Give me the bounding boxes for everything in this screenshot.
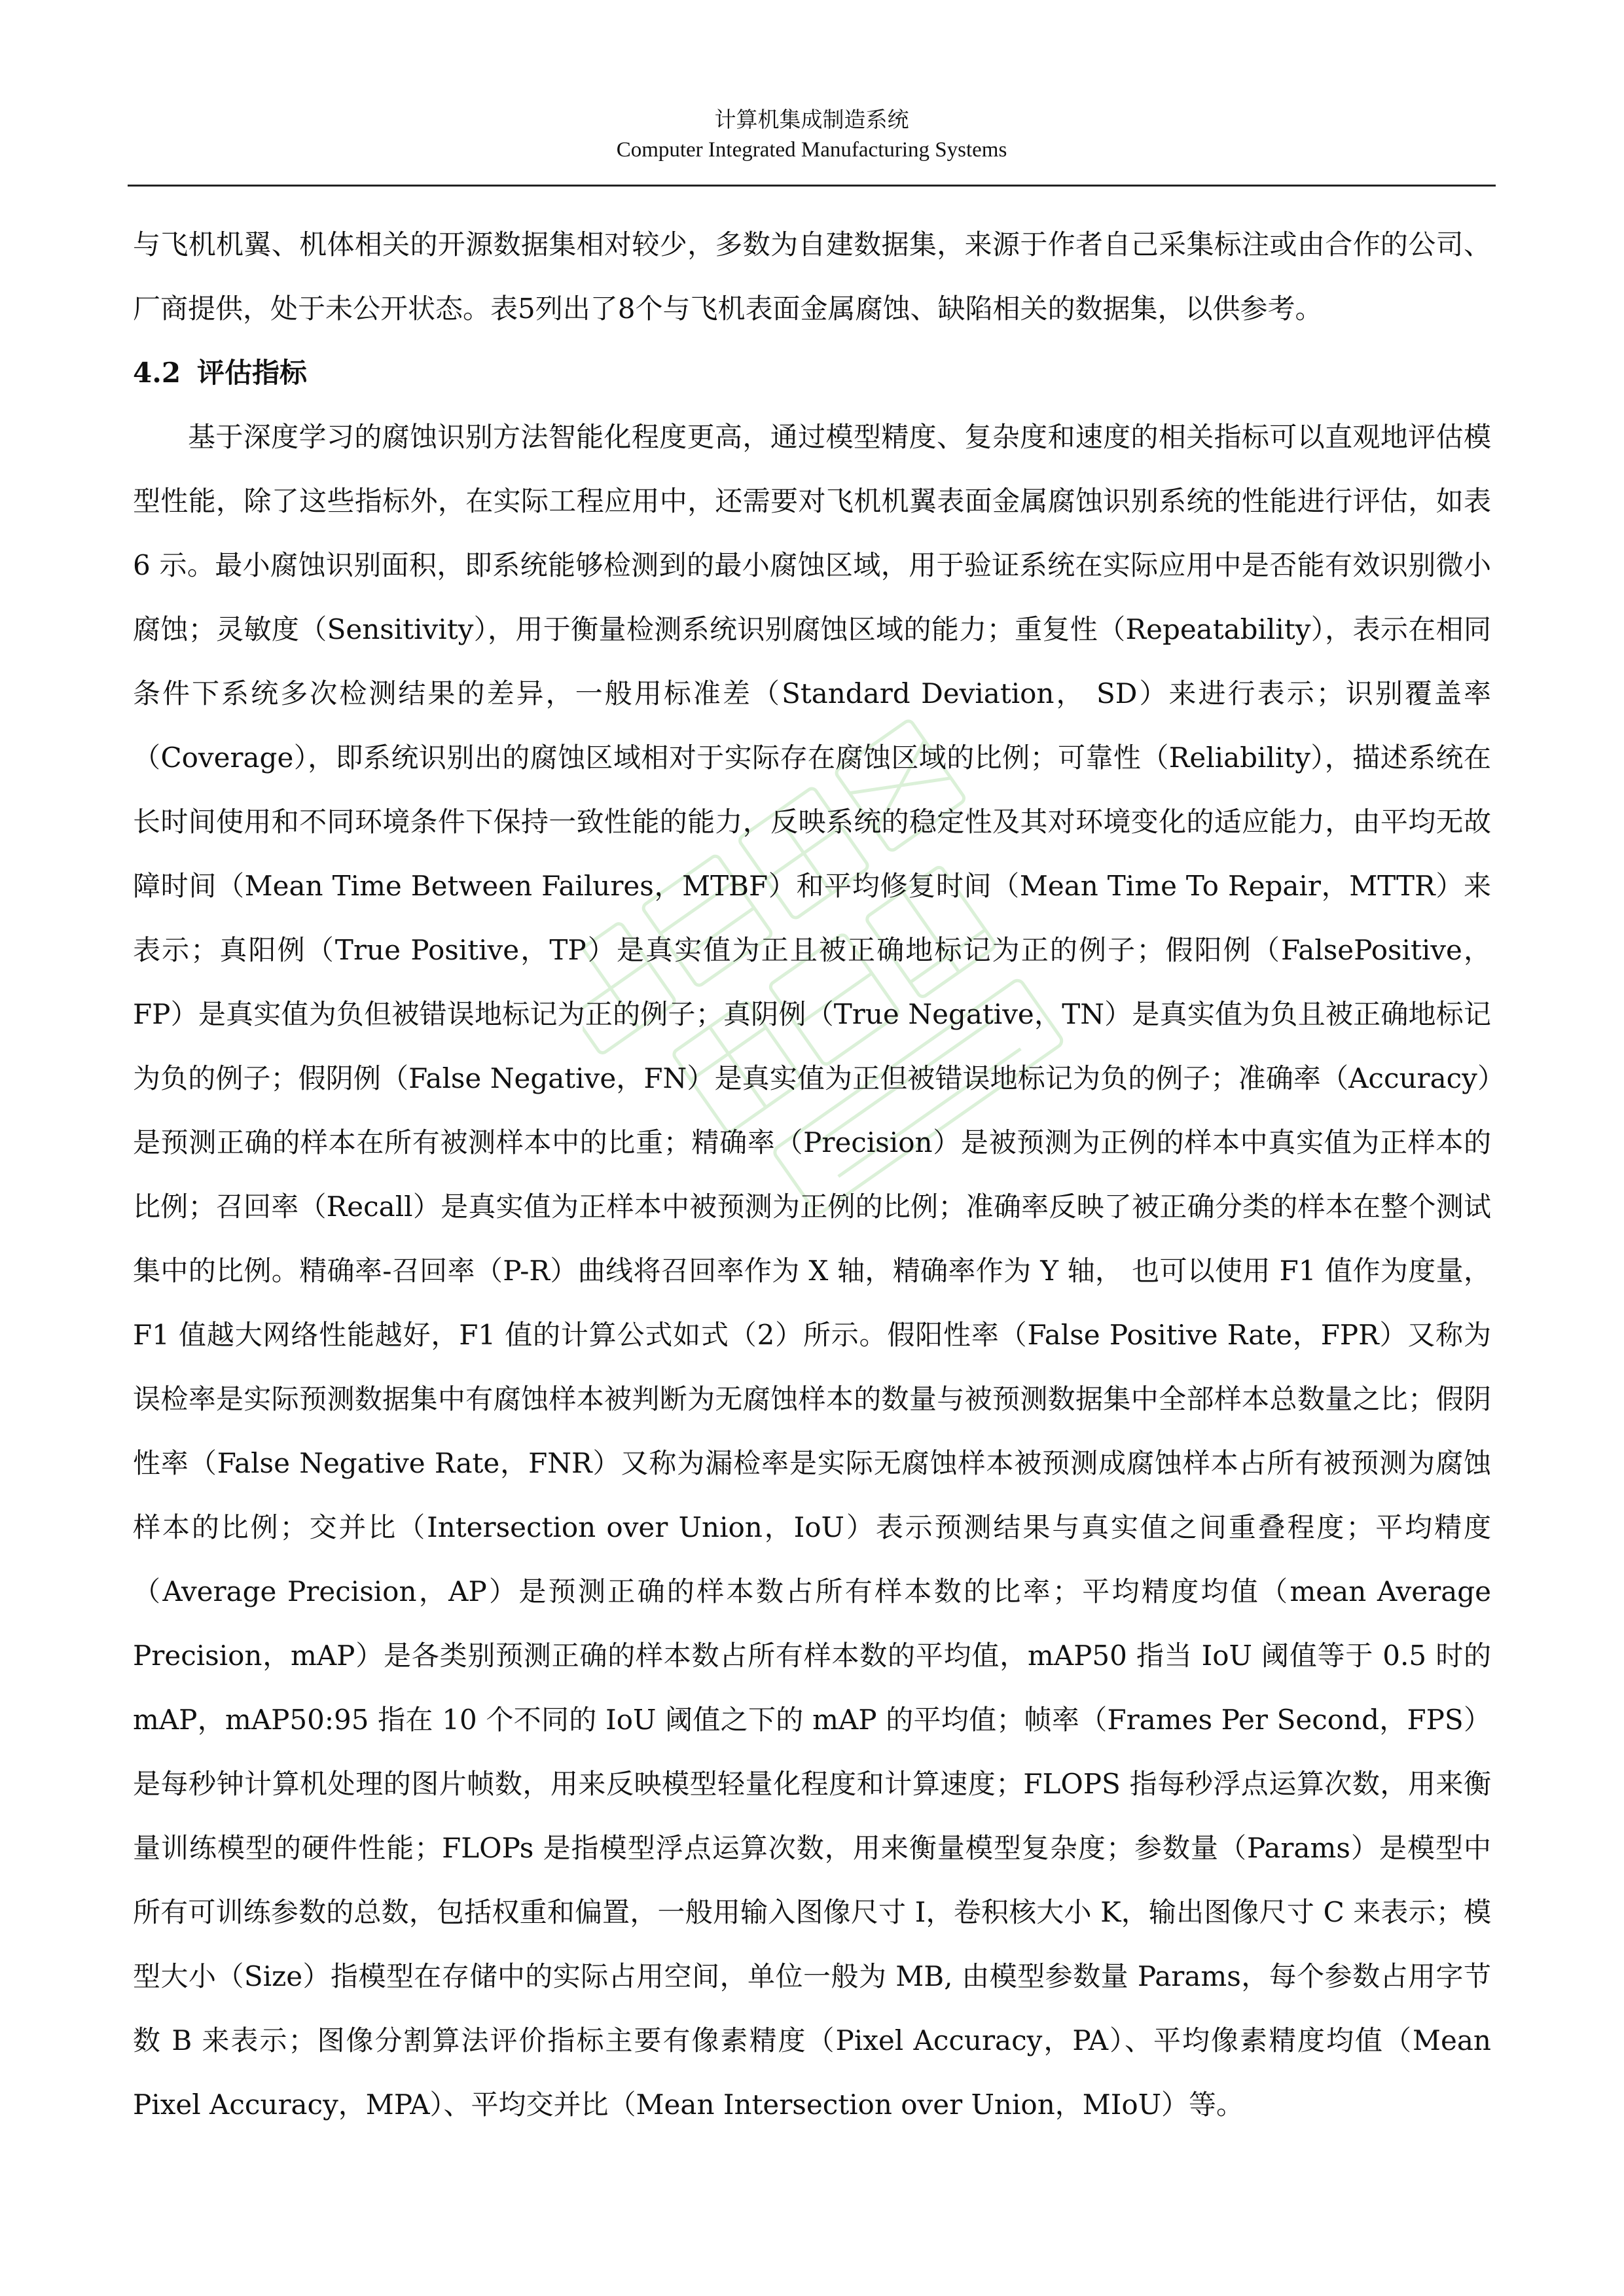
section-heading bbox=[133, 341, 1491, 405]
intro-paragraph: 与飞机机翼、机体相关的开源数据集相对较少，多数为自建数据集，来源于作者自己采集标注或由合作的公司、厂商提供，处于未公开状态。表5列出了8个与飞机表面金属腐蚀、缺陷相关的数据集，以供参考。 bbox=[133, 228, 1491, 325]
header-divider bbox=[128, 185, 1496, 187]
journal-header bbox=[128, 105, 1496, 165]
section-number: 4.2 bbox=[133, 357, 181, 389]
journal-title-en: Computer Integrated Manufacturing Systems bbox=[616, 138, 1007, 162]
section-title: 评估指标 bbox=[197, 357, 308, 389]
article-body bbox=[133, 213, 1491, 2137]
evaluation-metrics-paragraph: 基于深度学习的腐蚀识别方法智能化程度更高，通过模型精度、复杂度和速度的相关指标可以直观地评估模型性能，除了这些指标外，在实际工程应用中，还需要对飞机机翼表面金属腐蚀识别系统的性能进行评估，如表 6 示。最小腐蚀识别面积，即系统能够检测到的最小腐蚀区域，用于验证系统在实际应用中是否能有效识别微小腐蚀；灵敏度（Sensitivity），用于衡量检测系统识别腐蚀区域的能力；重复性（Repeatability），表示在相同条件下系统多次检测结果的差异，一般用标准差（Standard Deviation， SD）来进行表示；识别覆盖率（Coverage），即系统识别出的腐蚀区域相对于实际存在腐蚀区域的比例；可靠性（Reliability），描述系统在长时间使用和不同环境条件下保持一致性能的能力，反映系统的稳定性及其对环境变化的适应能力，由平均无故障时间（Mean Time Between Failures，MTBF）和平均修复时间（Mean Time To Repair，MTTR）来表示；真阳例（True Positive，TP）是真实值为正且被正确地标记为正的例子；假阳例（FalsePositive，FP）是真实值为负但被错误地标记为正的例子；真阴例（True Negative，TN）是真实值为负且被正确地标记为负的例子；假阴例（False Negative，FN）是真实值为正但被错误地标记为负的例子；准确率（Accuracy）是预测正确的样本在所有被测样本中的比重；精确率（Precision）是被预测为正例的样本中真实值为正样本的比例；召回率（Recall）是真实值为正样本中被预测为正例的比例；准确率反映了被正确分类的样本在整个测试集中的比例。精确率-召回率（P-R）曲线将召回率作为 X 轴，精确率作为 Y 轴， 也可以使用 F1 值作为度量，F1 值越大网络性能越好，F1 值的计算公式如式（2）所示。假阳性率（False Positive Rate，FPR）又称为误检率是实际预测数据集中有腐蚀样本被判断为无腐蚀样本的数量与被预测数据集中全部样本总数量之比；假阴性率（False Negative Rate，FNR）又称为漏检率是实际无腐蚀样本被预测成腐蚀样本占所有被预测为腐蚀样本的比例；交并比（Intersection over Union，IoU）表示预测结果与真实值之间重叠程度；平均精度（Average Precision，AP）是预测正确的样本数占所有样本数的比率；平均精度均值（mean Average Precision，mAP）是各类别预测正确的样本数占所有样本数的平均值，mAP50 指当 IoU 阈值等于 0.5 时的 mAP，mAP50:95 指在 10 个不同的 IoU 阈值之下的 mAP 的平均值；帧率（Frames Per Second，FPS）是每秒钟计算机处理的图片帧数，用来反映模型轻量化程度和计算速度；FLOPS 指每秒浮点运算次数，用来衡量训练模型的硬件性能；FLOPs 是指模型浮点运算次数，用来衡量模型复杂度；参数量（Params）是模型中所有可训练参数的总数，包括权重和偏置，一般用输入图像尺寸 I，卷积核大小 K，输出图像尺寸 C 来表示；模型大小（Size）指模型在存储中的实际占用空间，单位一般为 MB, 由模型参数量 Params，每个参数占用字节数 B 来表示；图像分割算法评价指标主要有像素精度（Pixel Accuracy，PA）、平均像素精度均值（Mean Pixel Accuracy，MPA）、平均交并比（Mean Intersection over Union，MIoU）等。 bbox=[133, 421, 1491, 2121]
journal-title-cn: 计算机集成制造系统 bbox=[714, 107, 909, 132]
